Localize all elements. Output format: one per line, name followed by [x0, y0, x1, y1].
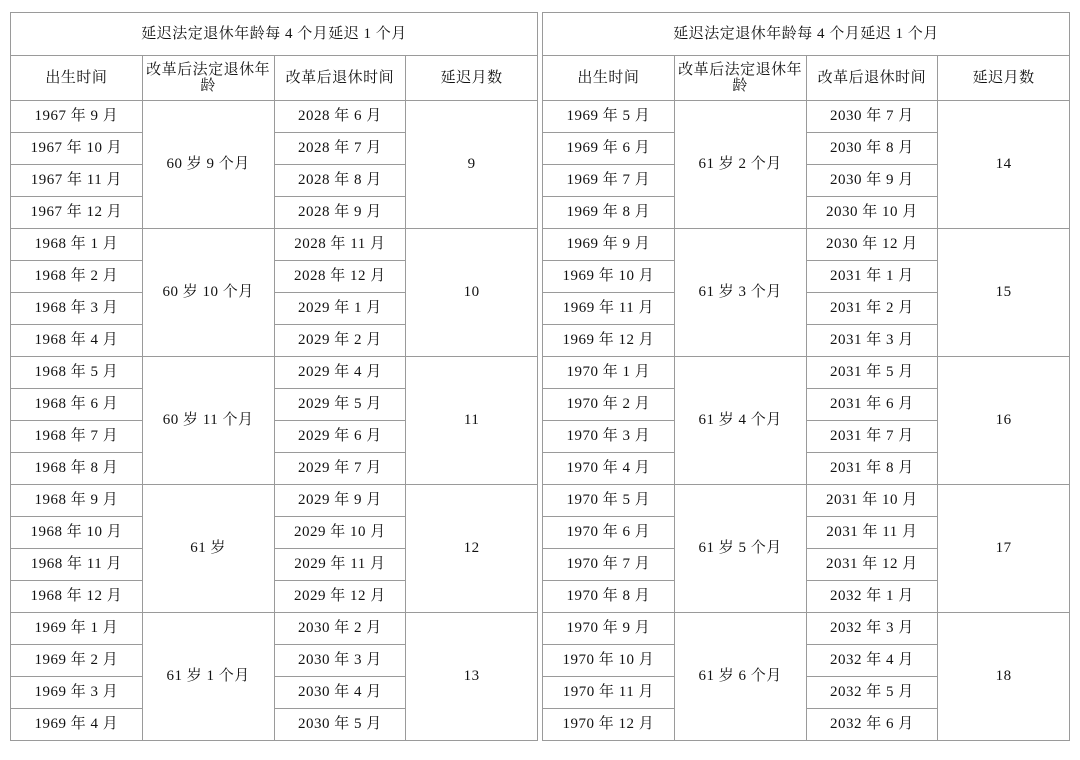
table-header-row [543, 56, 1070, 101]
retirement-schedule-table-left [10, 12, 538, 741]
table-row [11, 613, 538, 645]
retirement-schedule-table-right [542, 12, 1070, 741]
cell-retire-time: 2029 年 5 月 [274, 389, 406, 421]
cell-retire-time: 2028 年 6 月 [274, 101, 406, 133]
cell-retire-time: 2029 年 9 月 [274, 485, 406, 517]
cell-retire-time: 2031 年 3 月 [806, 325, 938, 357]
cell-birth: 1970 年 12 月 [543, 709, 675, 741]
cell-birth: 1970 年 6 月 [543, 517, 675, 549]
cell-birth: 1969 年 11 月 [543, 293, 675, 325]
column-header-retire-age: 改革后法定退休年龄 [142, 56, 274, 101]
column-header-retire-time: 改革后退休时间 [274, 56, 406, 101]
cell-birth: 1967 年 10 月 [11, 133, 143, 165]
cell-birth: 1968 年 12 月 [11, 581, 143, 613]
cell-delay-months: 13 [406, 613, 538, 741]
cell-retire-time: 2031 年 5 月 [806, 357, 938, 389]
cell-retire-age: 60 岁 10 个月 [142, 229, 274, 357]
cell-birth: 1968 年 3 月 [11, 293, 143, 325]
column-header-delay-months: 延迟月数 [938, 56, 1070, 101]
cell-birth: 1968 年 2 月 [11, 261, 143, 293]
cell-retire-time: 2028 年 12 月 [274, 261, 406, 293]
cell-retire-time: 2028 年 7 月 [274, 133, 406, 165]
table-row [543, 101, 1070, 133]
cell-birth: 1970 年 11 月 [543, 677, 675, 709]
cell-birth: 1969 年 10 月 [543, 261, 675, 293]
column-header-birth: 出生时间 [11, 56, 143, 101]
table-row [11, 485, 538, 517]
cell-birth: 1970 年 2 月 [543, 389, 675, 421]
cell-birth: 1970 年 3 月 [543, 421, 675, 453]
cell-birth: 1968 年 5 月 [11, 357, 143, 389]
cell-retire-time: 2031 年 6 月 [806, 389, 938, 421]
table-caption: 延迟法定退休年龄每 4 个月延迟 1 个月 [11, 13, 538, 56]
cell-delay-months: 10 [406, 229, 538, 357]
cell-birth: 1969 年 7 月 [543, 165, 675, 197]
cell-retire-time: 2030 年 2 月 [274, 613, 406, 645]
cell-retire-time: 2032 年 5 月 [806, 677, 938, 709]
cell-retire-time: 2029 年 10 月 [274, 517, 406, 549]
cell-retire-time: 2029 年 2 月 [274, 325, 406, 357]
cell-birth: 1969 年 4 月 [11, 709, 143, 741]
cell-retire-age: 61 岁 3 个月 [674, 229, 806, 357]
cell-retire-time: 2032 年 6 月 [806, 709, 938, 741]
cell-delay-months: 12 [406, 485, 538, 613]
column-header-retire-time: 改革后退休时间 [806, 56, 938, 101]
table-row [11, 357, 538, 389]
cell-retire-time: 2029 年 12 月 [274, 581, 406, 613]
cell-delay-months: 11 [406, 357, 538, 485]
cell-birth: 1969 年 8 月 [543, 197, 675, 229]
cell-birth: 1968 年 8 月 [11, 453, 143, 485]
column-header-delay-months: 延迟月数 [406, 56, 538, 101]
cell-retire-time: 2030 年 4 月 [274, 677, 406, 709]
cell-birth: 1970 年 8 月 [543, 581, 675, 613]
cell-birth: 1970 年 5 月 [543, 485, 675, 517]
table-row [543, 485, 1070, 517]
cell-birth: 1968 年 4 月 [11, 325, 143, 357]
cell-birth: 1970 年 9 月 [543, 613, 675, 645]
table-row [543, 229, 1070, 261]
cell-retire-time: 2029 年 11 月 [274, 549, 406, 581]
cell-retire-age: 60 岁 11 个月 [142, 357, 274, 485]
cell-birth: 1968 年 7 月 [11, 421, 143, 453]
table-header-row [11, 56, 538, 101]
cell-birth: 1968 年 1 月 [11, 229, 143, 261]
cell-delay-months: 9 [406, 101, 538, 229]
table-caption-row [11, 13, 538, 56]
cell-birth: 1969 年 2 月 [11, 645, 143, 677]
table-row [543, 357, 1070, 389]
table-caption-row [543, 13, 1070, 56]
cell-birth: 1968 年 10 月 [11, 517, 143, 549]
cell-retire-time: 2028 年 8 月 [274, 165, 406, 197]
column-header-retire-age: 改革后法定退休年龄 [674, 56, 806, 101]
cell-retire-time: 2029 年 6 月 [274, 421, 406, 453]
cell-delay-months: 18 [938, 613, 1070, 741]
cell-retire-time: 2031 年 2 月 [806, 293, 938, 325]
cell-retire-age: 61 岁 2 个月 [674, 101, 806, 229]
cell-retire-age: 61 岁 6 个月 [674, 613, 806, 741]
cell-retire-time: 2029 年 1 月 [274, 293, 406, 325]
cell-retire-time: 2029 年 7 月 [274, 453, 406, 485]
cell-delay-months: 14 [938, 101, 1070, 229]
cell-birth: 1969 年 6 月 [543, 133, 675, 165]
table-row [11, 229, 538, 261]
cell-retire-age: 60 岁 9 个月 [142, 101, 274, 229]
cell-birth: 1970 年 10 月 [543, 645, 675, 677]
cell-retire-time: 2032 年 3 月 [806, 613, 938, 645]
cell-birth: 1969 年 3 月 [11, 677, 143, 709]
cell-retire-time: 2031 年 11 月 [806, 517, 938, 549]
cell-retire-age: 61 岁 4 个月 [674, 357, 806, 485]
cell-birth: 1969 年 1 月 [11, 613, 143, 645]
cell-delay-months: 16 [938, 357, 1070, 485]
cell-retire-time: 2031 年 10 月 [806, 485, 938, 517]
cell-birth: 1969 年 5 月 [543, 101, 675, 133]
cell-birth: 1967 年 12 月 [11, 197, 143, 229]
cell-retire-age: 61 岁 [142, 485, 274, 613]
cell-retire-time: 2031 年 8 月 [806, 453, 938, 485]
cell-birth: 1968 年 6 月 [11, 389, 143, 421]
table-row [543, 613, 1070, 645]
cell-birth: 1969 年 12 月 [543, 325, 675, 357]
cell-retire-time: 2030 年 9 月 [806, 165, 938, 197]
cell-birth: 1968 年 11 月 [11, 549, 143, 581]
cell-birth: 1970 年 1 月 [543, 357, 675, 389]
cell-retire-time: 2032 年 4 月 [806, 645, 938, 677]
cell-birth: 1967 年 11 月 [11, 165, 143, 197]
cell-birth: 1968 年 9 月 [11, 485, 143, 517]
cell-delay-months: 15 [938, 229, 1070, 357]
cell-retire-time: 2030 年 5 月 [274, 709, 406, 741]
cell-birth: 1967 年 9 月 [11, 101, 143, 133]
cell-birth: 1970 年 4 月 [543, 453, 675, 485]
cell-retire-time: 2029 年 4 月 [274, 357, 406, 389]
cell-birth: 1970 年 7 月 [543, 549, 675, 581]
table-row [11, 101, 538, 133]
cell-retire-time: 2030 年 7 月 [806, 101, 938, 133]
cell-retire-time: 2030 年 12 月 [806, 229, 938, 261]
cell-retire-time: 2028 年 11 月 [274, 229, 406, 261]
cell-retire-time: 2030 年 8 月 [806, 133, 938, 165]
cell-retire-age: 61 岁 1 个月 [142, 613, 274, 741]
column-header-birth: 出生时间 [543, 56, 675, 101]
cell-retire-time: 2030 年 10 月 [806, 197, 938, 229]
cell-retire-time: 2031 年 1 月 [806, 261, 938, 293]
table-caption: 延迟法定退休年龄每 4 个月延迟 1 个月 [543, 13, 1070, 56]
cell-retire-time: 2031 年 12 月 [806, 549, 938, 581]
cell-birth: 1969 年 9 月 [543, 229, 675, 261]
cell-retire-age: 61 岁 5 个月 [674, 485, 806, 613]
cell-retire-time: 2030 年 3 月 [274, 645, 406, 677]
cell-retire-time: 2032 年 1 月 [806, 581, 938, 613]
cell-delay-months: 17 [938, 485, 1070, 613]
cell-retire-time: 2028 年 9 月 [274, 197, 406, 229]
cell-retire-time: 2031 年 7 月 [806, 421, 938, 453]
